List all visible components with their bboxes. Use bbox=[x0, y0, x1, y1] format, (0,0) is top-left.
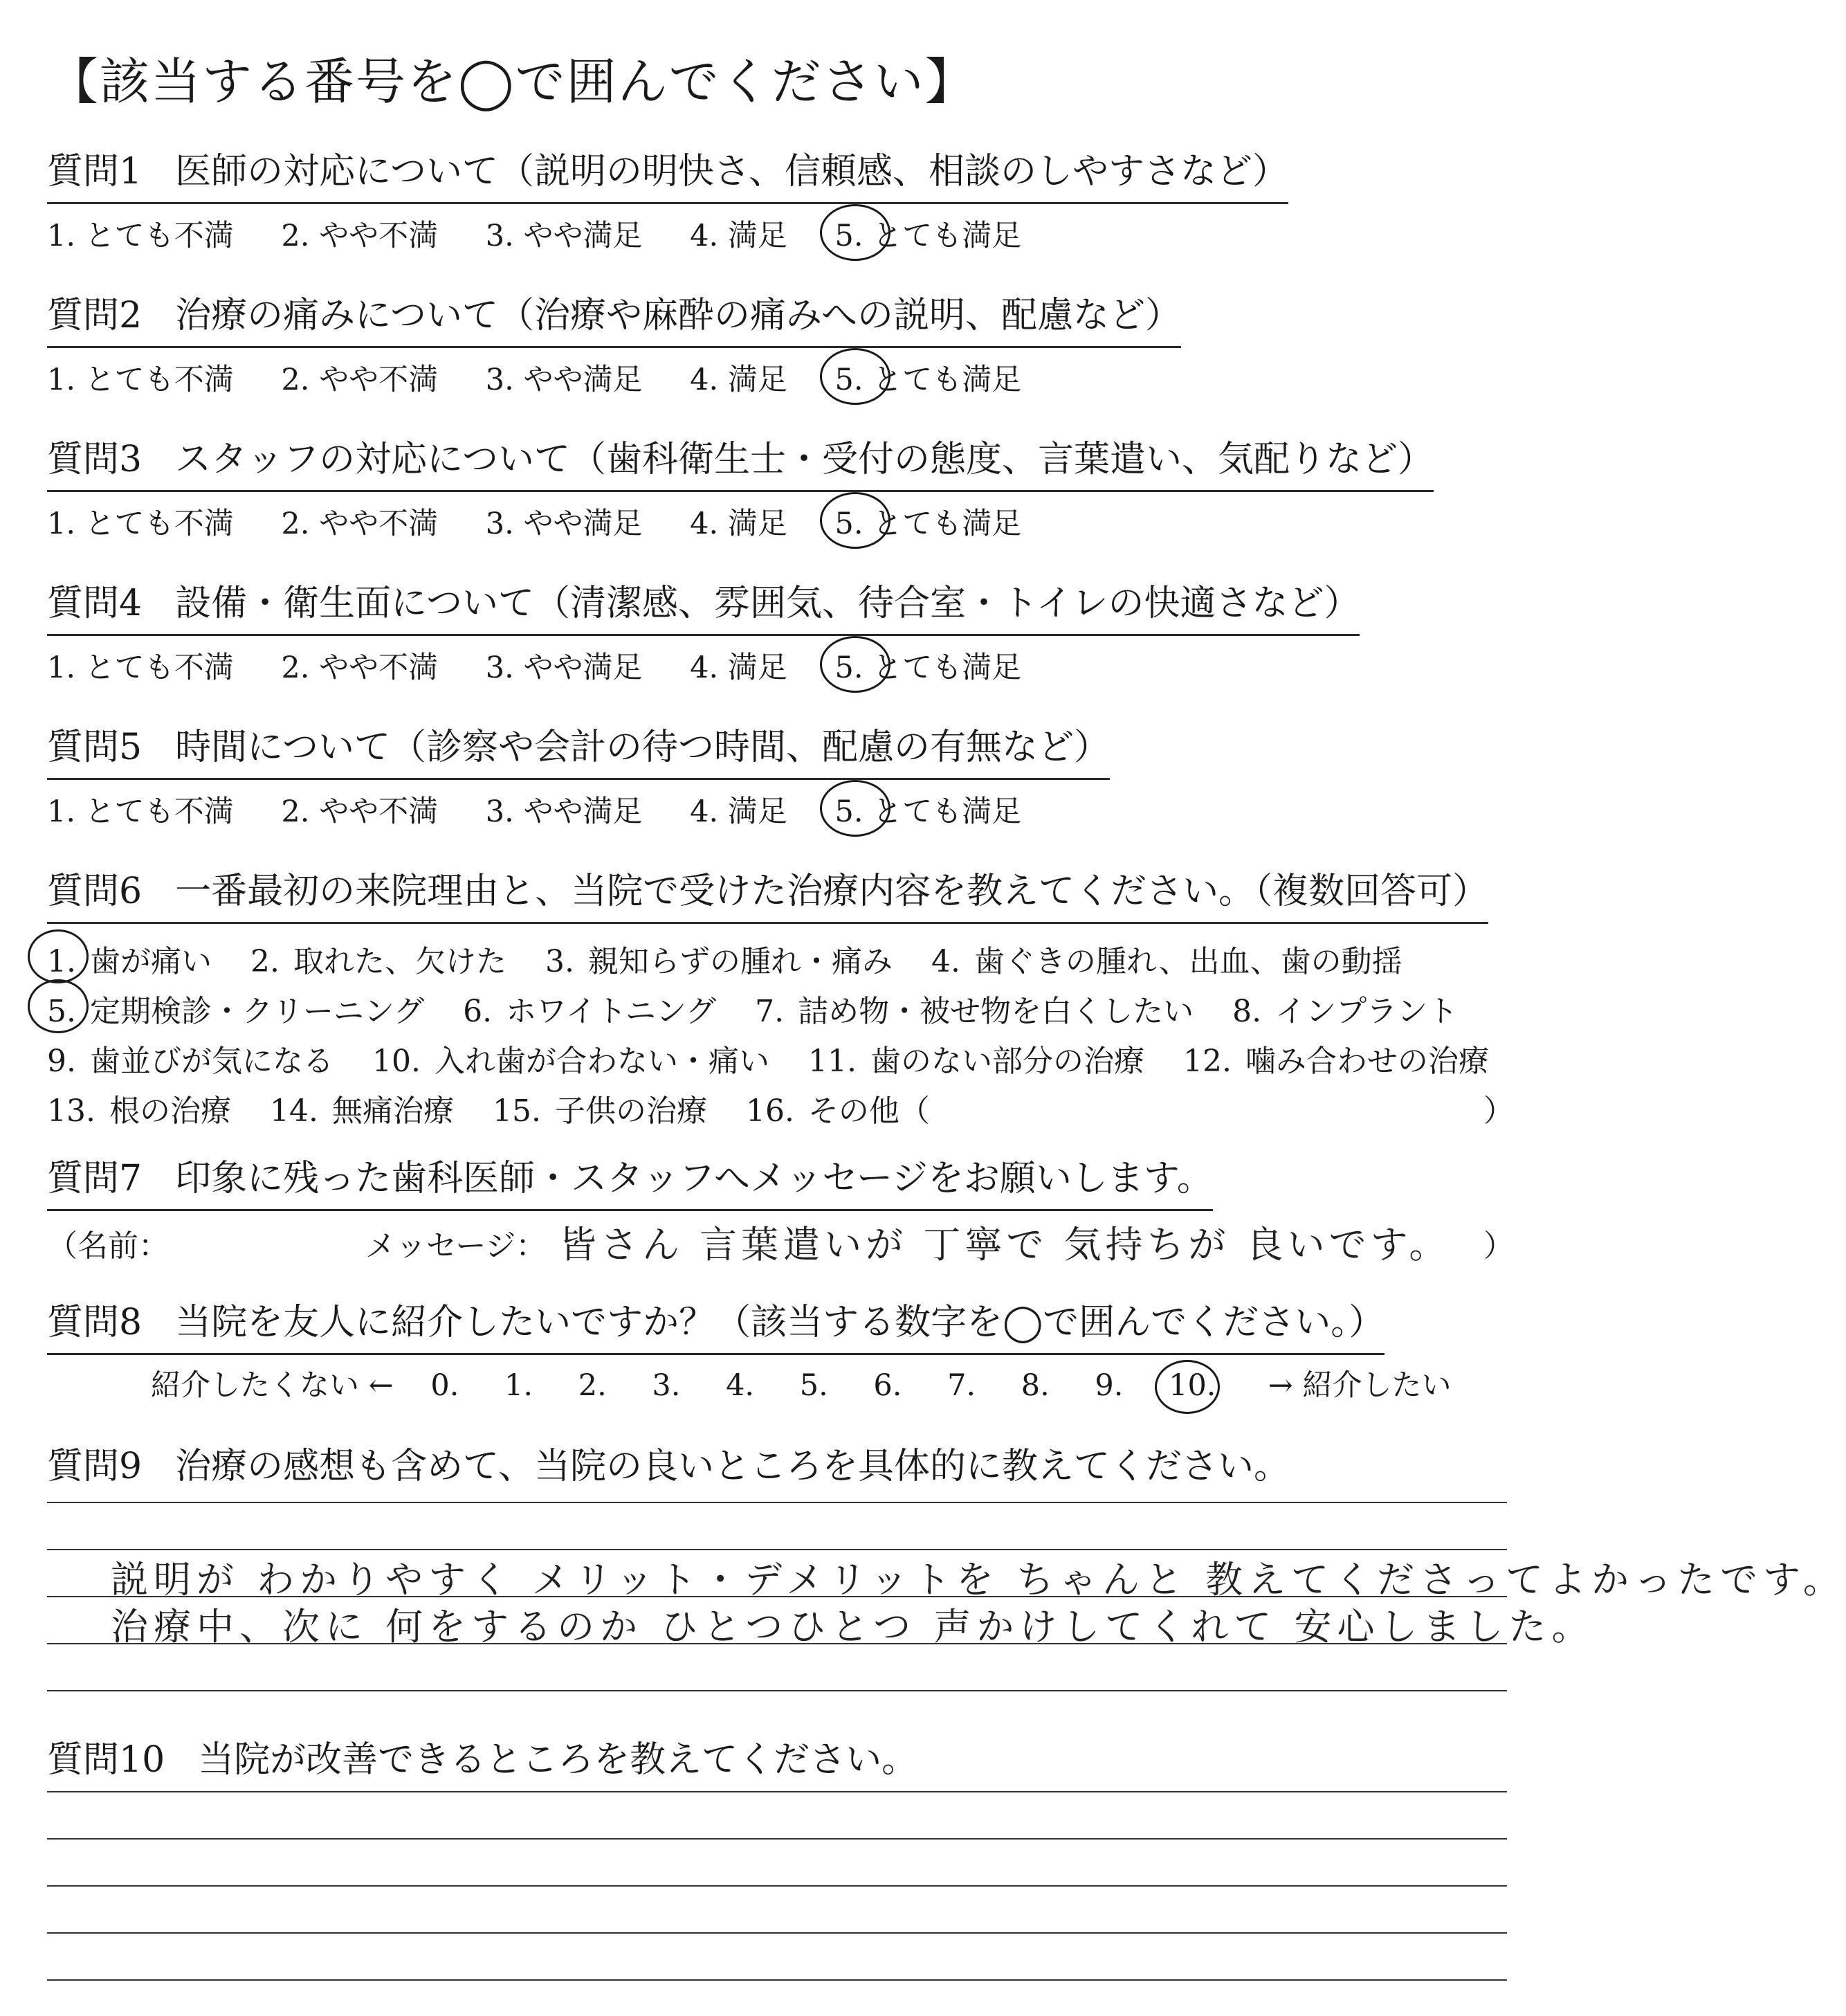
scale-number-8[interactable]: 8. bbox=[1021, 1368, 1050, 1403]
question-number: 質問2 bbox=[47, 295, 143, 336]
answer-handwritten-line-1[interactable]: 説明が わかりやすく メリット・デメリットを ちゃんと 教えてくださってよかったです。 bbox=[111, 1558, 1846, 1601]
option-label: 親知らずの腫れ・痛み bbox=[587, 944, 893, 979]
reason-option-7[interactable] bbox=[755, 986, 1194, 1030]
answer-handwritten-line-2[interactable]: 治療中、次に 何をするのか ひとつひとつ 声かけしてくれて 安心しました。 bbox=[111, 1605, 1595, 1649]
rating-option-3[interactable]: 3. やや満足 bbox=[485, 794, 643, 829]
option-label: 歯のない部分の治療 bbox=[870, 1044, 1144, 1079]
answer-line bbox=[47, 1932, 1507, 1934]
selection-circle bbox=[1155, 1360, 1220, 1414]
rating-options bbox=[47, 500, 1434, 543]
scale-number-3[interactable]: 3. bbox=[652, 1368, 681, 1403]
reason-option-2[interactable] bbox=[250, 936, 506, 981]
reason-option-11[interactable] bbox=[808, 1036, 1144, 1080]
reason-option-4[interactable] bbox=[931, 936, 1402, 981]
answer-line bbox=[47, 1838, 1507, 1840]
question-number: 質問10 bbox=[47, 1739, 165, 1781]
reason-option-6[interactable] bbox=[463, 986, 716, 1030]
reason-option-9[interactable] bbox=[47, 1036, 333, 1080]
question-text: 当院を友人に紹介したいですか？（該当する数字を◯で囲んでください。） bbox=[175, 1302, 1385, 1343]
scale-number-0[interactable]: 0. bbox=[430, 1368, 459, 1403]
question-5 bbox=[47, 718, 1110, 830]
rating-option-3[interactable]: 3. やや満足 bbox=[485, 219, 643, 253]
option-label: インプラント bbox=[1275, 994, 1459, 1029]
scale-number-10-label: 10. bbox=[1169, 1368, 1216, 1403]
option-label: 噛み合わせの治療 bbox=[1245, 1044, 1489, 1079]
question-8 bbox=[47, 1293, 1451, 1404]
rating-option-5[interactable] bbox=[835, 788, 1022, 830]
rating-option-2[interactable]: 2. やや不満 bbox=[281, 219, 439, 253]
question-3-header bbox=[47, 430, 1434, 492]
rating-option-3[interactable]: 3. やや満足 bbox=[485, 507, 643, 541]
rating-option-5-label: 5. とても満足 bbox=[834, 219, 1022, 253]
question-8-header bbox=[47, 1293, 1384, 1355]
question-text: スタッフの対応について（歯科衛生士・受付の態度、言葉遣い、気配りなど） bbox=[175, 439, 1434, 480]
message-line bbox=[47, 1221, 1514, 1276]
option-number: 1. bbox=[47, 944, 76, 979]
selection-circle bbox=[28, 929, 89, 983]
rating-option-1[interactable]: 1. とても不満 bbox=[47, 794, 234, 829]
option-number: 8. bbox=[1232, 994, 1262, 1029]
reason-option-3[interactable] bbox=[545, 936, 893, 981]
question-3 bbox=[47, 430, 1434, 543]
answer-line bbox=[47, 1979, 1507, 1981]
reason-options bbox=[47, 936, 1514, 1136]
message-label: メッセージ： bbox=[365, 1228, 547, 1264]
rating-options bbox=[47, 644, 1360, 687]
reason-option-16[interactable] bbox=[746, 1086, 930, 1130]
option-label: 子供の治療 bbox=[554, 1093, 707, 1129]
answer-line bbox=[47, 1791, 1507, 1792]
reason-row-2 bbox=[47, 986, 1514, 1036]
option-label: 詰め物・被せ物を白くしたい bbox=[798, 994, 1194, 1029]
rating-option-2[interactable]: 2. やや不満 bbox=[281, 794, 439, 829]
reason-row-1 bbox=[47, 936, 1514, 986]
answer-line bbox=[47, 1502, 1507, 1503]
reason-option-5[interactable] bbox=[47, 986, 424, 1030]
question-4 bbox=[47, 574, 1360, 687]
option-number: 12. bbox=[1182, 1044, 1232, 1079]
question-number: 質問4 bbox=[47, 583, 143, 624]
rating-options bbox=[47, 356, 1181, 399]
rating-option-3[interactable]: 3. やや満足 bbox=[485, 651, 643, 685]
option-number: 4. bbox=[931, 944, 960, 979]
option-number: 10. bbox=[372, 1044, 421, 1079]
reason-row-3 bbox=[47, 1036, 1514, 1086]
selection-circle bbox=[820, 780, 890, 837]
option-number: 6. bbox=[463, 994, 493, 1029]
question-6-header bbox=[47, 862, 1488, 924]
question-2 bbox=[47, 286, 1181, 399]
question-number: 質問5 bbox=[47, 727, 143, 768]
scale-number-5[interactable]: 5. bbox=[799, 1368, 828, 1403]
rating-options bbox=[47, 788, 1110, 830]
question-text: 時間について（診察や会計の待つ時間、配慮の有無など） bbox=[175, 727, 1111, 768]
rating-option-1[interactable]: 1. とても不満 bbox=[47, 507, 234, 541]
option-number: 15. bbox=[492, 1093, 541, 1129]
question-1 bbox=[47, 142, 1288, 255]
rating-option-3[interactable]: 3. やや満足 bbox=[485, 363, 643, 397]
question-text: 治療の感想も含めて、当院の良いところを具体的に教えてください。 bbox=[175, 1446, 1290, 1487]
reason-option-1[interactable] bbox=[47, 936, 212, 981]
rating-option-5-label: 5. とても満足 bbox=[834, 651, 1022, 685]
rating-option-2[interactable]: 2. やや不満 bbox=[281, 507, 439, 541]
scale-number-4[interactable]: 4. bbox=[726, 1368, 755, 1403]
option-number: 5. bbox=[47, 994, 76, 1029]
message-close-paren: ） bbox=[1483, 1228, 1514, 1264]
other-close-paren: ） bbox=[1483, 1093, 1514, 1129]
instruction-heading: 【該当する番号を◯で囲んでください】 bbox=[48, 53, 976, 111]
question-2-header bbox=[47, 286, 1181, 348]
scale-left-label: 紹介したくない ← bbox=[151, 1368, 394, 1403]
selection-circle bbox=[28, 979, 89, 1033]
rating-option-5[interactable] bbox=[835, 500, 1022, 543]
rating-option-4[interactable]: 4. 満足 bbox=[690, 651, 787, 685]
reason-option-14[interactable] bbox=[270, 1086, 454, 1130]
question-text: 印象に残った歯科医師・スタッフへメッセージをお願いします。 bbox=[175, 1158, 1213, 1199]
question-text: 当院が改善できるところを教えてください。 bbox=[198, 1739, 918, 1781]
option-number: 13. bbox=[47, 1093, 95, 1129]
option-label: 根の治療 bbox=[109, 1093, 231, 1129]
option-label: ホワイトニング bbox=[506, 994, 717, 1029]
selection-circle bbox=[820, 636, 890, 693]
rating-option-5[interactable] bbox=[835, 356, 1022, 399]
option-label: 無痛治療 bbox=[331, 1093, 454, 1129]
answer-line bbox=[47, 1885, 1507, 1887]
name-label: （名前： bbox=[47, 1228, 169, 1264]
question-text: 一番最初の来院理由と、当院で受けた治療内容を教えてください。（複数回答可） bbox=[175, 871, 1489, 912]
question-7-header bbox=[47, 1149, 1213, 1211]
rating-option-4[interactable]: 4. 満足 bbox=[690, 363, 787, 397]
reason-option-13[interactable] bbox=[47, 1086, 231, 1130]
rating-option-5[interactable] bbox=[835, 644, 1022, 687]
rating-options bbox=[47, 212, 1288, 255]
scale-number-9[interactable]: 9. bbox=[1095, 1368, 1124, 1403]
reason-option-8[interactable] bbox=[1232, 986, 1458, 1030]
option-label: 入れ歯が合わない・痛い bbox=[434, 1044, 769, 1079]
question-number: 質問7 bbox=[47, 1158, 143, 1199]
recommend-scale bbox=[47, 1362, 1451, 1404]
option-number: 7. bbox=[755, 994, 785, 1029]
selection-circle bbox=[820, 204, 890, 261]
rating-option-5-label: 5. とても満足 bbox=[834, 794, 1022, 829]
rating-option-5[interactable] bbox=[835, 212, 1022, 255]
option-label: その他（ bbox=[807, 1093, 930, 1129]
option-label: 取れた、欠けた bbox=[293, 944, 506, 979]
rating-option-4[interactable]: 4. 満足 bbox=[690, 219, 787, 253]
reason-option-12[interactable] bbox=[1183, 1036, 1489, 1080]
selection-circle bbox=[820, 492, 890, 549]
reason-option-10[interactable] bbox=[372, 1036, 769, 1080]
rating-option-1[interactable]: 1. とても不満 bbox=[47, 219, 234, 253]
answer-line bbox=[47, 1690, 1507, 1691]
option-number: 3. bbox=[545, 944, 574, 979]
option-number: 16. bbox=[745, 1093, 794, 1129]
question-9 bbox=[47, 1437, 1290, 1489]
rating-option-1[interactable]: 1. とても不満 bbox=[47, 651, 234, 685]
question-text: 治療の痛みについて（治療や麻酔の痛みへの説明、配慮など） bbox=[175, 295, 1182, 336]
rating-option-2[interactable]: 2. やや不満 bbox=[281, 651, 439, 685]
rating-option-5-label: 5. とても満足 bbox=[834, 363, 1022, 397]
reason-row-4 bbox=[47, 1086, 1514, 1136]
option-number: 11. bbox=[807, 1044, 857, 1079]
scale-number-6[interactable]: 6. bbox=[873, 1368, 902, 1403]
scale-number-2[interactable]: 2. bbox=[578, 1368, 607, 1403]
question-1-header bbox=[47, 142, 1288, 204]
question-7 bbox=[47, 1149, 1514, 1276]
rating-option-2[interactable]: 2. やや不満 bbox=[281, 363, 439, 397]
message-handwritten[interactable]: 皆さん 言葉遣いが 丁寧で 気持ちが 良いです。 bbox=[559, 1223, 1451, 1266]
option-number: 9. bbox=[47, 1044, 76, 1079]
option-label: 歯が痛い bbox=[89, 944, 212, 979]
option-number: 14. bbox=[269, 1093, 318, 1129]
reason-option-15[interactable] bbox=[493, 1086, 707, 1130]
rating-option-4[interactable]: 4. 満足 bbox=[690, 507, 787, 541]
question-6 bbox=[47, 862, 1514, 1136]
question-number: 質問6 bbox=[47, 871, 143, 912]
option-label: 定期検診・クリーニング bbox=[89, 994, 425, 1029]
option-label: 歯並びが気になる bbox=[89, 1044, 333, 1079]
question-number: 質問9 bbox=[47, 1446, 143, 1487]
question-5-header bbox=[47, 718, 1110, 780]
question-10 bbox=[47, 1730, 917, 1782]
scale-number-7[interactable]: 7. bbox=[947, 1368, 976, 1403]
question-4-header bbox=[47, 574, 1360, 636]
option-number: 2. bbox=[250, 944, 280, 979]
scale-number-1[interactable]: 1. bbox=[504, 1368, 533, 1403]
question-number: 質問3 bbox=[47, 439, 143, 480]
question-number: 質問1 bbox=[47, 151, 143, 192]
question-number: 質問8 bbox=[47, 1302, 143, 1343]
question-text: 設備・衛生面について（清潔感、雰囲気、待合室・トイレの快適さなど） bbox=[175, 583, 1360, 624]
rating-option-5-label: 5. とても満足 bbox=[834, 507, 1022, 541]
selection-circle bbox=[820, 348, 890, 405]
scale-right-label: → 紹介したい bbox=[1268, 1368, 1452, 1403]
rating-option-4[interactable]: 4. 満足 bbox=[690, 794, 787, 829]
option-label: 歯ぐきの腫れ、出血、歯の動揺 bbox=[974, 944, 1402, 979]
scale-number-10[interactable] bbox=[1169, 1368, 1252, 1403]
rating-option-1[interactable]: 1. とても不満 bbox=[47, 363, 234, 397]
question-text: 医師の対応について（説明の明快さ、信頼感、相談のしやすさなど） bbox=[175, 151, 1288, 192]
